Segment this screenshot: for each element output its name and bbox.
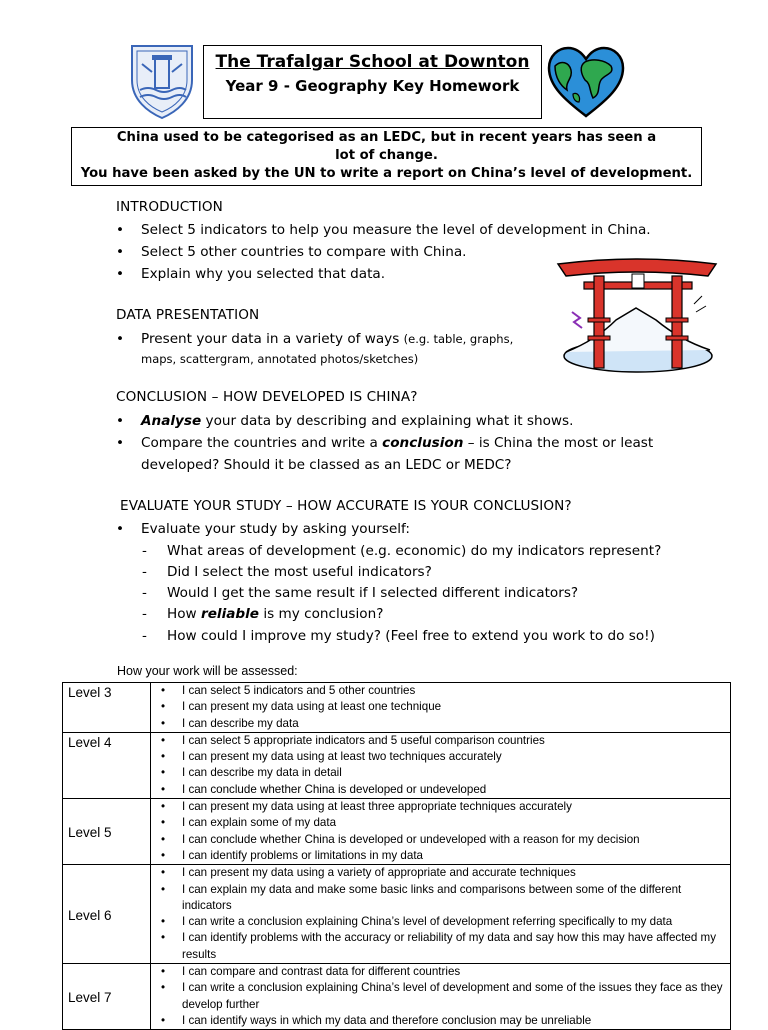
criterion: • I can present my data using at least two techniques accurately [151, 749, 730, 765]
criterion: • I can conclude whether China is developed or undeveloped [151, 782, 730, 798]
level-name: Level 6 [63, 865, 151, 964]
school-name: The Trafalgar School at Downton [215, 52, 530, 72]
criterion: • I can identify ways in which my data and therefore conclusion may be unreliable [151, 1013, 730, 1029]
criterion: • I can explain my data and make some basic links and comparisons between some of the different indicators [151, 882, 730, 915]
introduction-heading: INTRODUCTION [116, 199, 223, 215]
level-criteria [151, 964, 731, 1030]
criterion: • I can identify problems with the accuracy or reliability of my data and say how this may have affected my results [151, 930, 730, 963]
data-presentation-heading: DATA PRESENTATION [116, 307, 260, 323]
criterion: • I can compare and contrast data for different countries [151, 964, 730, 980]
level-name: Level 7 [63, 964, 151, 1030]
table-row [63, 865, 731, 964]
criterion: • I can describe my data [151, 716, 730, 732]
criterion: • I can write a conclusion explaining China’s level of development referring specifically to my data [151, 914, 730, 930]
level-name: Level 3 [63, 683, 151, 733]
criterion: • I can identify problems or limitations in my data [151, 848, 730, 864]
intro-line-2: You have been asked by the UN to write a report on China’s level of development. [80, 166, 693, 181]
heart-globe-icon [545, 44, 627, 120]
criterion: • I can select 5 indicators and 5 other countries [151, 683, 730, 699]
criterion: • I can present my data using at least one technique [151, 699, 730, 715]
task-intro-box [71, 127, 702, 186]
table-row [63, 799, 731, 865]
table-row [63, 964, 731, 1030]
criterion: • I can present my data using a variety of appropriate and accurate techniques [151, 865, 730, 881]
torii-gate-illustration [556, 256, 718, 382]
criterion: • I can present my data using at least three appropriate techniques accurately [151, 799, 730, 815]
conclusion-heading: CONCLUSION – HOW DEVELOPED IS CHINA? [116, 389, 418, 405]
level-criteria [151, 683, 731, 733]
assessment-label: How your work will be assessed: [117, 664, 298, 678]
criterion: • I can conclude whether China is developed or undeveloped with a reason for my decision [151, 832, 730, 848]
table-row [63, 732, 731, 798]
criterion: • I can select 5 appropriate indicators and 5 useful comparison countries [151, 733, 730, 749]
school-crest-logo [128, 42, 196, 120]
assessment-table [62, 682, 731, 1030]
criterion: • I can describe my data in detail [151, 765, 730, 781]
table-row [63, 683, 731, 733]
criterion: • I can explain some of my data [151, 815, 730, 831]
level-name: Level 4 [63, 732, 151, 798]
homework-subtitle: Year 9 - Geography Key Homework [225, 77, 520, 95]
title-box [203, 45, 542, 119]
level-name: Level 5 [63, 799, 151, 865]
level-criteria [151, 865, 731, 964]
level-criteria [151, 799, 731, 865]
intro-line-1: China used to be categorised as an LEDC, but in recent years has seen a lot of change. [116, 130, 657, 163]
criterion: • I can write a conclusion explaining China’s level of development and some of the issues they face as they develop further [151, 980, 730, 1013]
evaluate-heading: EVALUATE YOUR STUDY – HOW ACCURATE IS YOUR CONCLUSION? [120, 498, 572, 514]
level-criteria [151, 732, 731, 798]
